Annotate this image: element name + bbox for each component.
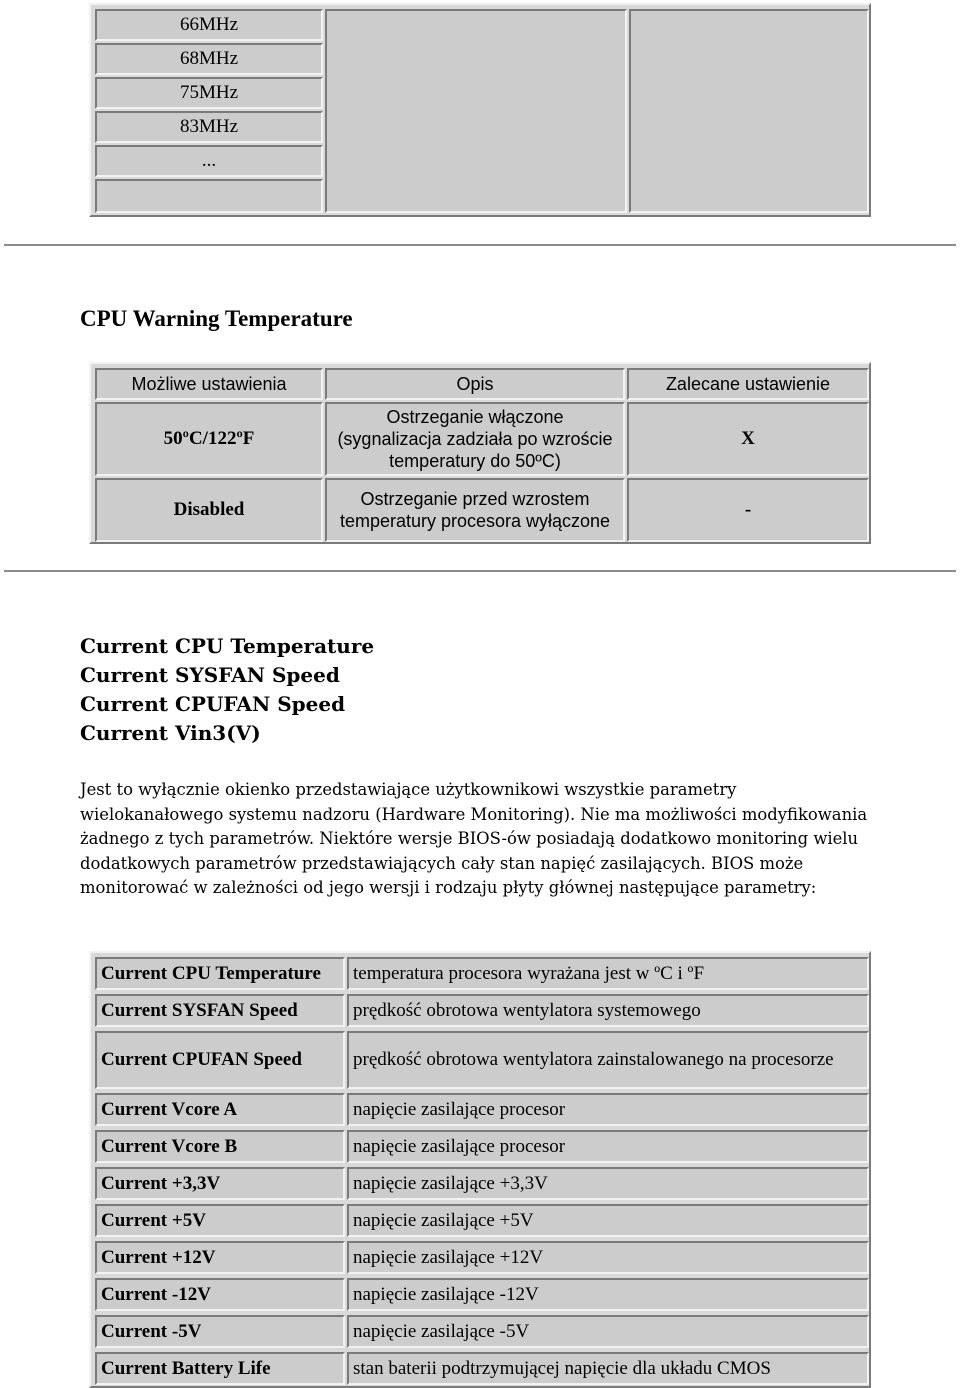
current-readings-list: [80, 632, 374, 748]
recommended-value: -: [627, 478, 869, 542]
parameter-description: napięcie zasilające +5V: [347, 1204, 869, 1237]
cpu-warning-table: [89, 362, 871, 544]
empty-cell: [629, 9, 869, 213]
setting-description: Ostrzeganie przed wzrostem temperatury procesora wyłączone: [325, 478, 625, 542]
parameter-name: Current +3,3V: [95, 1167, 345, 1200]
frequency-option: 75MHz: [95, 77, 323, 109]
empty-cell: [325, 9, 627, 213]
horizontal-rule: [4, 244, 956, 248]
parameter-description: napięcie zasilające +12V: [347, 1241, 869, 1274]
parameter-description: napięcie zasilające +3,3V: [347, 1167, 869, 1200]
empty-cell: [95, 179, 323, 213]
reading-title: Current CPUFAN Speed: [80, 692, 346, 716]
parameter-description: temperatura procesora wyrażana jest w ºC i ºF: [347, 957, 869, 990]
parameter-name: Current SYSFAN Speed: [95, 994, 345, 1027]
parameter-description: prędkość obrotowa wentylatora zainstalowanego na procesorze: [347, 1031, 869, 1089]
parameters-table: [89, 951, 871, 1388]
parameter-description: napięcie zasilające procesor: [347, 1130, 869, 1163]
parameter-description: napięcie zasilające procesor: [347, 1093, 869, 1126]
horizontal-rule: [4, 570, 956, 574]
reading-title: Current SYSFAN Speed: [80, 663, 340, 687]
frequency-option: 68MHz: [95, 43, 323, 75]
setting-value: Disabled: [95, 478, 323, 542]
frequency-option: 66MHz: [95, 9, 323, 41]
parameter-name: Current CPUFAN Speed: [95, 1031, 345, 1089]
reading-title: Current CPU Temperature: [80, 634, 375, 658]
parameter-name: Current -5V: [95, 1315, 345, 1348]
parameter-name: Current Vcore B: [95, 1130, 345, 1163]
column-header: Opis: [325, 368, 625, 400]
column-header: Możliwe ustawienia: [95, 368, 323, 400]
parameter-name: Current +5V: [95, 1204, 345, 1237]
description-paragraph: Jest to wyłącznie okienko przedstawiające użytkownikowi wszystkie parametry wielokanałowego systemu nadzoru (Hardware Monitoring). Nie ma możliwości modyfikowania żadnego z tych parametrów. Niektóre wersje BIOS-ów posiadają dodatkowo monitoring wielu dodatkowych parametrów przedstawiających cały stan napięć zasilających. BIOS może monitorować w zależności od jego wersji i rodzaju płyty głównej następujące parametry:: [80, 780, 868, 898]
parameter-description: prędkość obrotowa wentylatora systemowego: [347, 994, 869, 1027]
parameter-description: napięcie zasilające -5V: [347, 1315, 869, 1348]
parameter-name: Current -12V: [95, 1278, 345, 1311]
setting-description: Ostrzeganie włączone (sygnalizacja zadziała po wzroście temperatury do 50ºC): [325, 402, 625, 476]
reading-title: Current Vin3(V): [80, 721, 261, 745]
section-heading: CPU Warning Temperature: [80, 306, 353, 331]
parameter-name: Current CPU Temperature: [95, 957, 345, 990]
parameter-description: stan baterii podtrzymującej napięcie dla układu CMOS: [347, 1352, 869, 1385]
parameter-name: Current Battery Life: [95, 1352, 345, 1385]
recommended-value: X: [627, 402, 869, 476]
frequency-option: 83MHz: [95, 111, 323, 143]
setting-value: 50ºC/122ºF: [95, 402, 323, 476]
frequency-option: ...: [95, 145, 323, 177]
parameter-name: Current Vcore A: [95, 1093, 345, 1126]
column-header: Zalecane ustawienie: [627, 368, 869, 400]
frequency-options-table: [89, 3, 871, 217]
parameter-description: napięcie zasilające -12V: [347, 1278, 869, 1311]
parameter-name: Current +12V: [95, 1241, 345, 1274]
